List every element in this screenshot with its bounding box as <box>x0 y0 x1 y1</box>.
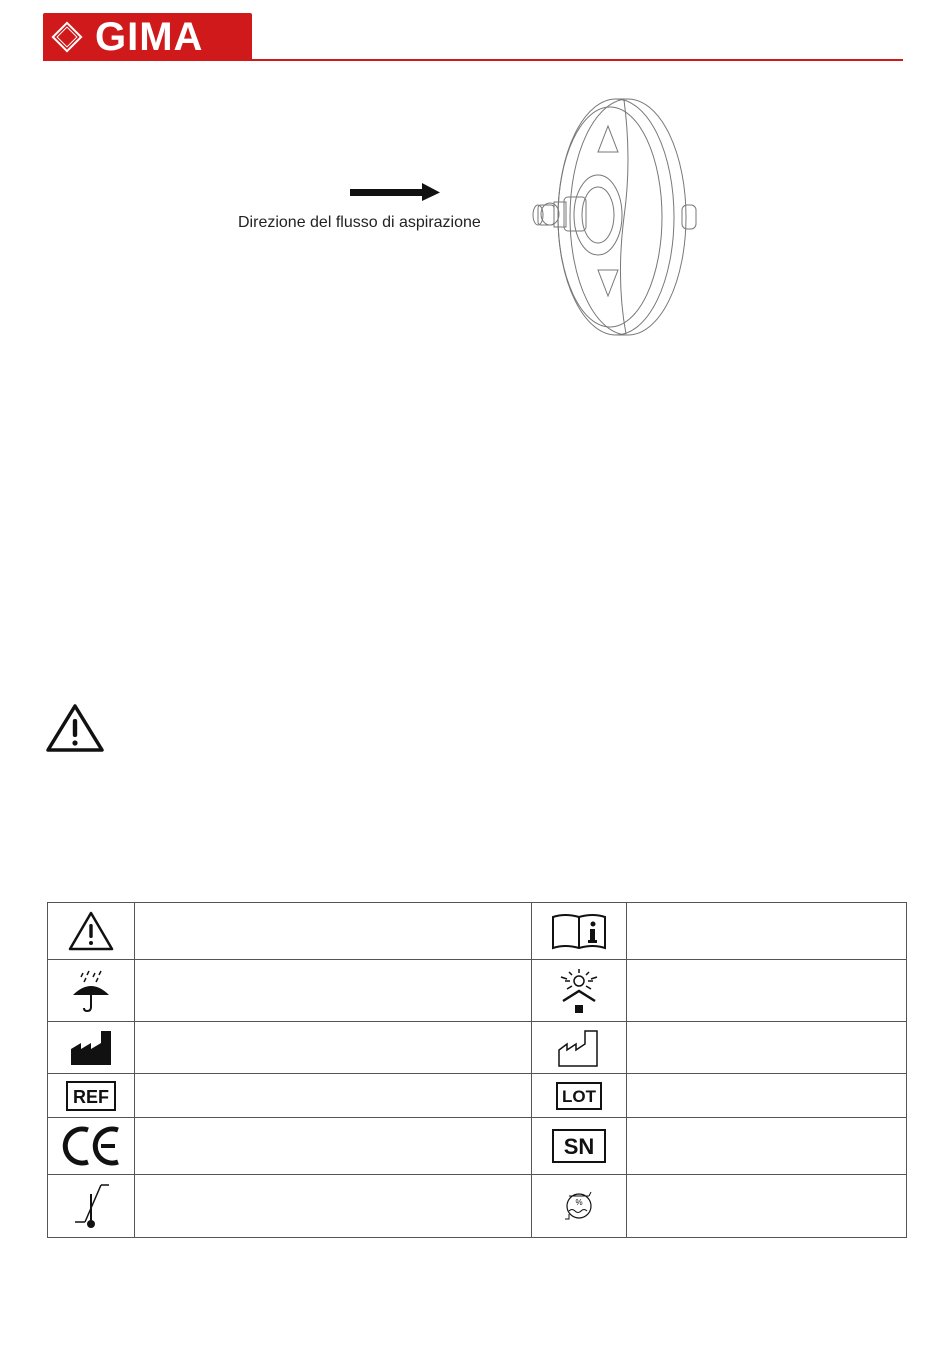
table-row <box>48 960 907 1022</box>
header-divider <box>43 59 903 61</box>
symbol-cell <box>48 1022 135 1074</box>
symbol-cell <box>48 903 135 960</box>
symbol-cell <box>532 1022 627 1074</box>
consult-instructions-icon <box>550 911 608 951</box>
table-row <box>48 903 907 960</box>
manufacturer-icon <box>69 1029 113 1067</box>
svg-text:LOT: LOT <box>562 1086 596 1106</box>
symbol-description <box>135 960 532 1022</box>
flow-direction-figure <box>230 90 730 350</box>
table-row <box>48 1074 907 1118</box>
svg-text:SN: SN <box>563 1134 595 1159</box>
table-row <box>48 1175 907 1238</box>
symbol-description <box>627 1022 907 1074</box>
symbol-description <box>135 1175 532 1238</box>
svg-text:REF: REF <box>73 1086 109 1107</box>
symbol-description <box>627 960 907 1022</box>
warning-triangle-icon <box>45 703 105 753</box>
symbol-cell <box>532 1175 627 1238</box>
serial-number-icon <box>552 1129 606 1163</box>
keep-away-from-sunlight-icon <box>555 967 603 1015</box>
date-of-manufacture-icon <box>557 1028 601 1068</box>
symbol-description <box>627 903 907 960</box>
symbol-description <box>135 1074 532 1118</box>
symbol-cell <box>48 1175 135 1238</box>
symbol-cell <box>48 1074 135 1118</box>
warning-triangle-icon <box>67 910 115 952</box>
temperature-limit-icon <box>71 1182 111 1230</box>
ce-mark-icon <box>61 1124 121 1168</box>
symbol-cell <box>532 960 627 1022</box>
humidity-limit-icon <box>561 1186 597 1226</box>
gima-logo <box>43 13 252 61</box>
symbol-cell <box>532 903 627 960</box>
lot-icon <box>556 1082 602 1110</box>
symbol-description <box>627 1074 907 1118</box>
symbol-description <box>627 1118 907 1175</box>
symbol-description <box>135 903 532 960</box>
brand-name: GIMA <box>95 15 204 59</box>
table-row <box>48 1118 907 1175</box>
keep-dry-umbrella-icon <box>69 969 113 1013</box>
symbol-cell <box>48 960 135 1022</box>
gima-emblem-icon <box>49 19 85 55</box>
ref-icon <box>66 1081 116 1111</box>
svg-text:%: % <box>575 1198 583 1207</box>
symbol-cell <box>532 1118 627 1175</box>
symbol-description <box>135 1118 532 1175</box>
symbol-description <box>627 1175 907 1238</box>
filter-illustration <box>500 90 730 350</box>
table-row <box>48 1022 907 1074</box>
symbols-table <box>47 902 907 1238</box>
symbol-cell <box>532 1074 627 1118</box>
symbol-description <box>135 1022 532 1074</box>
symbol-cell <box>48 1118 135 1175</box>
flow-arrow-icon <box>350 183 440 201</box>
flow-direction-label: Direzione del flusso di aspirazione <box>238 214 481 231</box>
